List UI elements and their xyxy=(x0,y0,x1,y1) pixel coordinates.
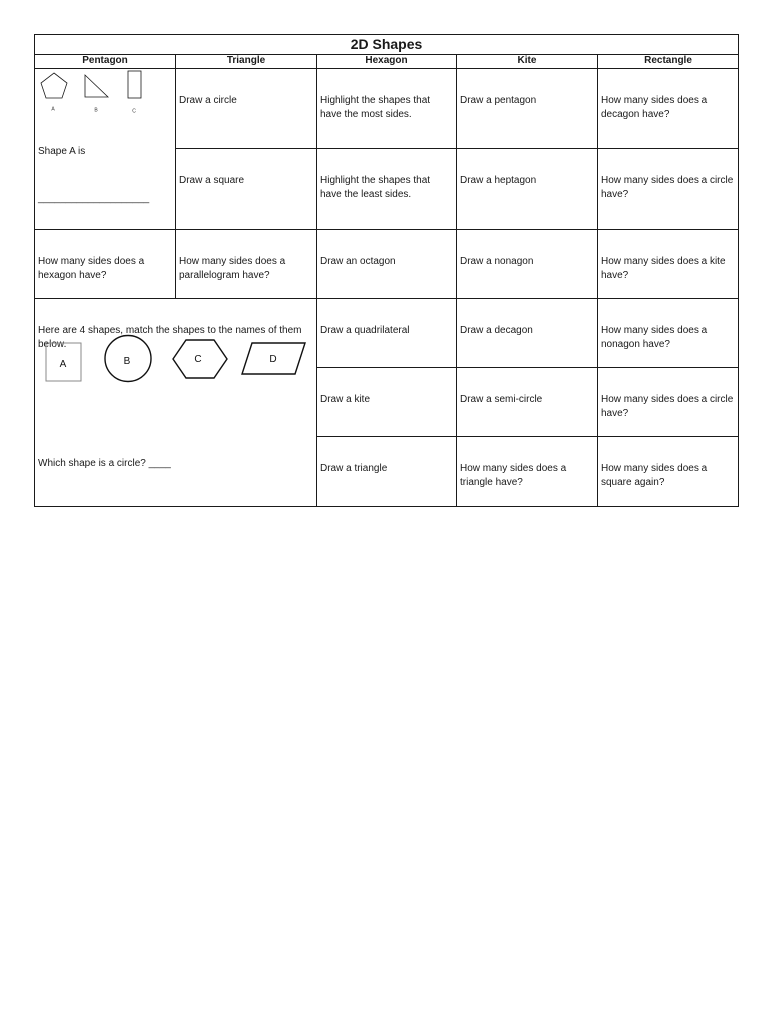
match-question-list xyxy=(38,414,208,507)
task-cell xyxy=(35,230,176,299)
shape-d-letter: D xyxy=(269,354,277,365)
match-shapes xyxy=(35,299,316,399)
task-text: How many sides does a square again? xyxy=(601,463,708,488)
shape-b-letter: B xyxy=(123,356,131,367)
highlight-task-cell xyxy=(317,69,457,149)
task-cell xyxy=(317,299,457,368)
shape-c-rectangle xyxy=(128,71,141,98)
column-header-kite: Kite xyxy=(457,55,598,69)
task-text: How many sides does a triangle have? xyxy=(460,463,567,488)
reference-shapes xyxy=(35,69,175,117)
task-cell xyxy=(457,230,598,299)
answer-prompt: Shape A is xyxy=(38,146,86,157)
task-cell xyxy=(598,368,739,437)
shape-answer-list xyxy=(38,113,149,230)
task-text: Draw a square xyxy=(179,175,245,187)
column-header-pentagon: Pentagon xyxy=(35,55,176,69)
match-question: Which shape is a circle? ____ xyxy=(38,458,171,469)
task-cell xyxy=(317,368,457,437)
highlight-task-cell xyxy=(317,149,457,230)
task-text: How many sides does a circle have? xyxy=(601,175,734,200)
column-header-triangle: Triangle xyxy=(176,55,317,69)
task-cell xyxy=(457,368,598,437)
shape-c-letter: C xyxy=(194,354,202,365)
task-cell xyxy=(598,69,739,149)
shape-a-letter: A xyxy=(59,359,67,370)
highlight-prompt: Highlight the shapes that have the most sides. xyxy=(320,95,431,120)
task-cell xyxy=(317,230,457,299)
task-cell xyxy=(598,230,739,299)
match-the-shapes-cell xyxy=(35,299,317,507)
shape-b-right-triangle xyxy=(85,75,108,97)
task-cell xyxy=(176,230,317,299)
task-text: Draw an octagon xyxy=(320,256,396,268)
task-cell xyxy=(457,299,598,368)
task-cell xyxy=(317,437,457,507)
task-cell xyxy=(457,69,598,149)
task-cell xyxy=(598,149,739,230)
task-cell xyxy=(457,149,598,230)
match-intro: Here are 4 shapes, match the shapes to the names of them below. xyxy=(38,325,302,350)
task-text: Draw a heptagon xyxy=(460,175,537,187)
answer-blank: ____________________ xyxy=(38,192,150,204)
task-text: How many sides does a parallelogram have? xyxy=(179,256,286,281)
task-cell xyxy=(598,299,739,368)
task-text: Draw a semi-circle xyxy=(460,394,543,406)
task-text: Draw a kite xyxy=(320,394,371,406)
worksheet-title: 2D Shapes xyxy=(35,35,739,55)
column-header-hexagon: Hexagon xyxy=(317,55,457,69)
task-text: How many sides does a hexagon have? xyxy=(38,256,145,281)
task-text: Draw a circle xyxy=(179,95,237,107)
highlight-prompt: Highlight the shapes that have the least sides. xyxy=(320,175,431,200)
shape-b-label: B xyxy=(94,107,98,114)
task-text: How many sides does a nonagon have? xyxy=(601,325,708,350)
task-text: Draw a triangle xyxy=(320,463,388,475)
task-text: Draw a pentagon xyxy=(460,95,537,107)
task-text: How many sides does a decagon have? xyxy=(601,95,708,120)
task-text: Draw a decagon xyxy=(460,325,533,337)
shape-a-label: A xyxy=(51,106,55,113)
task-text: Draw a nonagon xyxy=(460,256,534,268)
task-cell xyxy=(457,437,598,507)
task-cell xyxy=(176,149,317,230)
task-cell xyxy=(176,69,317,149)
task-text: How many sides does a circle have? xyxy=(601,394,734,419)
worksheet-grid xyxy=(34,34,739,507)
shape-c-label: C xyxy=(132,108,136,115)
task-text: How many sides does a kite have? xyxy=(601,256,726,281)
task-cell xyxy=(598,437,739,507)
column-header-rectangle: Rectangle xyxy=(598,55,739,69)
name-the-shapes-cell xyxy=(35,69,176,230)
task-text: Draw a quadrilateral xyxy=(320,325,410,337)
shape-a-pentagon xyxy=(41,73,67,98)
